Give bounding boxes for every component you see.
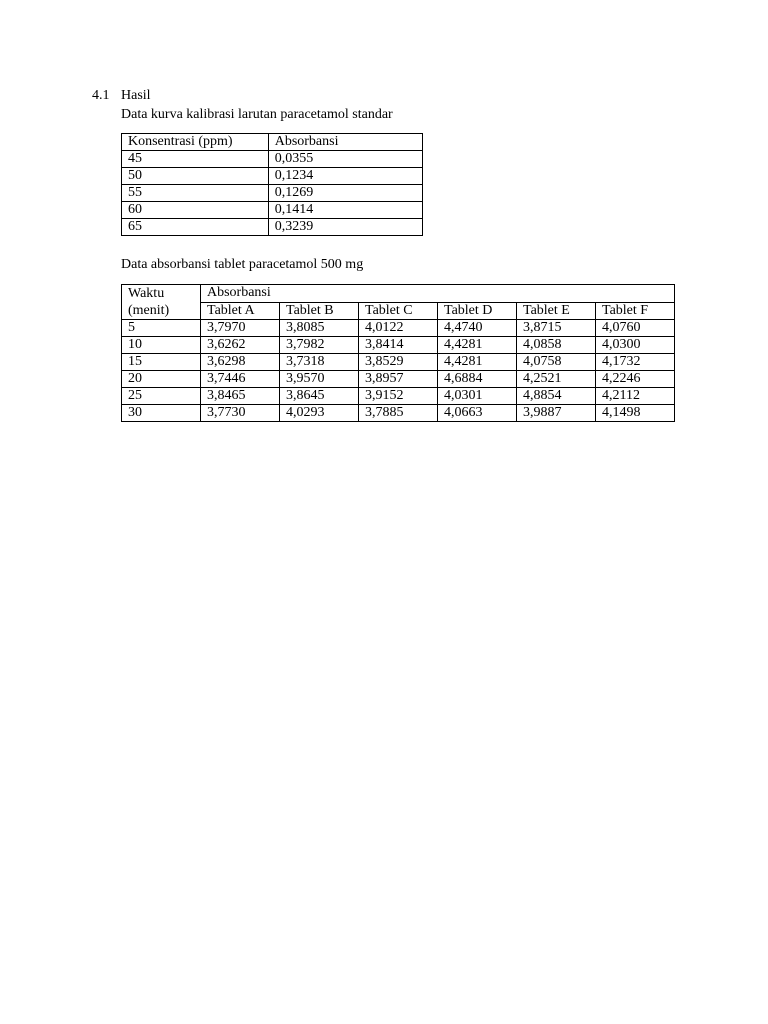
value-cell: 4,0858	[517, 337, 596, 354]
time-cell: 10	[122, 337, 201, 354]
table-header-row	[122, 285, 675, 303]
absorbance-cell: 0,3239	[268, 219, 422, 236]
value-cell: 3,7885	[359, 405, 438, 422]
table-row	[122, 320, 675, 337]
header-absorbance: Absorbansi	[268, 134, 422, 151]
concentration-cell: 65	[122, 219, 269, 236]
time-cell: 15	[122, 354, 201, 371]
table-row	[122, 337, 675, 354]
table-row	[122, 202, 423, 219]
value-cell: 4,0758	[517, 354, 596, 371]
absorbance-cell: 0,1234	[268, 168, 422, 185]
table-row	[122, 151, 423, 168]
header-tablet-e: Tablet E	[517, 302, 596, 320]
table-row	[122, 405, 675, 422]
value-cell: 4,2112	[596, 388, 675, 405]
table-subheader-row	[122, 302, 675, 320]
tablets-caption: Data absorbansi tablet paracetamol 500 mg	[121, 257, 364, 272]
value-cell: 4,2521	[517, 371, 596, 388]
value-cell: 3,9887	[517, 405, 596, 422]
value-cell: 4,8854	[517, 388, 596, 405]
time-cell: 5	[122, 320, 201, 337]
value-cell: 3,8465	[201, 388, 280, 405]
table-row	[122, 388, 675, 405]
concentration-cell: 45	[122, 151, 269, 168]
value-cell: 3,7730	[201, 405, 280, 422]
value-cell: 4,4281	[438, 337, 517, 354]
value-cell: 3,7318	[280, 354, 359, 371]
value-cell: 4,1498	[596, 405, 675, 422]
header-absorbance-group: Absorbansi	[201, 285, 675, 303]
header-tablet-d: Tablet D	[438, 302, 517, 320]
value-cell: 4,0301	[438, 388, 517, 405]
header-time	[122, 285, 201, 320]
concentration-cell: 60	[122, 202, 269, 219]
header-time-line1: Waktu	[128, 286, 165, 301]
value-cell: 4,1732	[596, 354, 675, 371]
value-cell: 4,4281	[438, 354, 517, 371]
value-cell: 4,6884	[438, 371, 517, 388]
absorbance-cell: 0,0355	[268, 151, 422, 168]
header-time-line2: (menit)	[128, 303, 170, 318]
absorbance-cell: 0,1414	[268, 202, 422, 219]
table-row	[122, 371, 675, 388]
header-tablet-b: Tablet B	[280, 302, 359, 320]
value-cell: 4,0300	[596, 337, 675, 354]
time-cell: 30	[122, 405, 201, 422]
concentration-cell: 55	[122, 185, 269, 202]
value-cell: 3,8529	[359, 354, 438, 371]
table-row	[122, 354, 675, 371]
value-cell: 4,2246	[596, 371, 675, 388]
time-cell: 25	[122, 388, 201, 405]
value-cell: 3,8645	[280, 388, 359, 405]
value-cell: 3,9570	[280, 371, 359, 388]
value-cell: 3,8414	[359, 337, 438, 354]
value-cell: 3,8085	[280, 320, 359, 337]
value-cell: 4,4740	[438, 320, 517, 337]
tablet-absorbance-table	[121, 284, 675, 422]
calibration-table	[121, 133, 423, 236]
value-cell: 3,7446	[201, 371, 280, 388]
table-header-row	[122, 134, 423, 151]
concentration-cell: 50	[122, 168, 269, 185]
value-cell: 3,7970	[201, 320, 280, 337]
value-cell: 4,0760	[596, 320, 675, 337]
section-number: 4.1	[92, 88, 110, 103]
header-tablet-c: Tablet C	[359, 302, 438, 320]
header-concentration: Konsentrasi (ppm)	[122, 134, 269, 151]
value-cell: 3,7982	[280, 337, 359, 354]
time-cell: 20	[122, 371, 201, 388]
section-title: Hasil	[121, 88, 151, 103]
value-cell: 3,8715	[517, 320, 596, 337]
value-cell: 4,0293	[280, 405, 359, 422]
calibration-caption: Data kurva kalibrasi larutan paracetamol standar	[121, 107, 393, 122]
value-cell: 3,6298	[201, 354, 280, 371]
table-row	[122, 185, 423, 202]
header-tablet-f: Tablet F	[596, 302, 675, 320]
table-row	[122, 168, 423, 185]
value-cell: 3,9152	[359, 388, 438, 405]
value-cell: 4,0122	[359, 320, 438, 337]
value-cell: 3,6262	[201, 337, 280, 354]
absorbance-cell: 0,1269	[268, 185, 422, 202]
header-tablet-a: Tablet A	[201, 302, 280, 320]
value-cell: 3,8957	[359, 371, 438, 388]
value-cell: 4,0663	[438, 405, 517, 422]
table-row	[122, 219, 423, 236]
